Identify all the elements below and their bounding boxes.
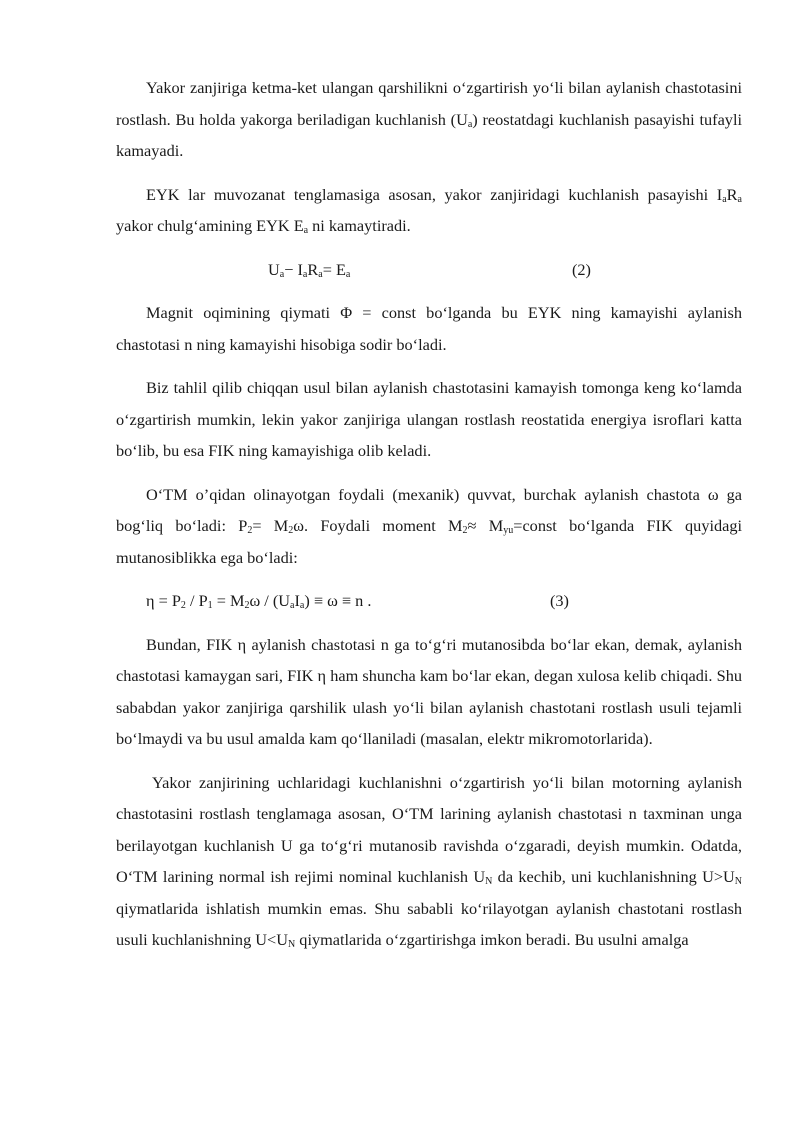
- formula-2-number: (2): [572, 259, 591, 279]
- paragraph-1: Yakor zanjiriga ketma-ket ulangan qarshilikni o‘zgartirish yo‘li bilan aylanish chastotasini rostlash. Bu holda yakorga beriladigan kuchlanish $(U_a)$ reostatdagi kuchlanish pasayishi tufayli kamayadi.: [116, 78, 742, 160]
- paragraph-2: EYK lar muvozanat tenglamasiga asosan, yakor zanjiridagi kuchlanish pasayishi $I_aR_a$ yakor chulg‘amining EYK $E_a$ ni kamaytiradi.: [116, 184, 742, 236]
- paragraph-4: Biz tahlil qilib chiqqan usul bilan aylanish chastotasini kamayish tomonga keng ko‘lamda o‘zgartirish mumkin, lekin yakor zanjiriga ulangan rostlash reostatida energiya isroflari katta bo‘lib, bu esa FIK ning kamayishiga olib keladi.: [116, 378, 742, 460]
- formula-2-expression: $U_a- I_aR_a= E_a$: [268, 259, 351, 280]
- paragraph-5: O‘TM o’qidan olinayotgan foydali (mexanik) quvvat, burchak aylanish chastota ω ga bog‘liq bo‘ladi: $P_2= M_2\omega$. Foydali moment $M_2\approx$ $M_{yu}=const$ bo‘lganda FIK quyidagi mutanosiblikka ega bo‘ladi:: [116, 484, 743, 567]
- formula-3: [116, 585, 742, 617]
- paragraph-3: Magnit oqimining qiymati Φ = const bo‘lganda bu EYK ning kamayishi aylanish chastotasi n ning kamayishi hisobiga sodir bo‘ladi.: [116, 303, 742, 354]
- paragraph-7: Yakor zanjirining uchlaridagi kuchlanishni o‘zgartirish yo‘li bilan motorning aylanish chastotasini rostlash tenglamaga asosan, O‘TM larining aylanish chastotasi n taxminan unga berilayotgan kuchlanish U ga to‘g‘ri mutanosib ravishda o‘zgaradi, deyish mumkin. Odatda, O‘TM larining normal ish rejimi nominal kuchlanish $U_N$ da kechib, uni kuchlanishning $U>U_N$ qiymatlarida ishlatish mumkin emas. Shu sababli ko‘rilayotgan aylanish chastotani rostlash usuli kuchlanishning $U<U_N$ qiymatlarida o‘zgartirishga imkon beradi. Bu usulni amalga: [116, 772, 742, 950]
- document-page: [116, 72, 742, 968]
- paragraph-6: Bundan, FIK η aylanish chastotasi n ga to‘g‘ri mutanosibda bo‘lar ekan, demak, aylanish chastotasi kamaygan sari, FIK η ham shuncha kam bo‘lar ekan, degan xulosa kelib chiqadi. Shu sababdan yakor zanjiriga qarshilik ulash yo‘li bilan aylanish chastotani rostlash usuli tejamli bo‘lmaydi va bu usul amalda kam qo‘llaniladi (masalan, elektr mikromotorlarida).: [116, 634, 742, 748]
- formula-2: [116, 254, 742, 286]
- formula-3-expression: $\eta = P_2 / P_1 = M_2\omega / (U_aI_a) \equiv \omega \equiv n$ .: [146, 591, 372, 611]
- formula-3-number: (3): [550, 591, 569, 610]
